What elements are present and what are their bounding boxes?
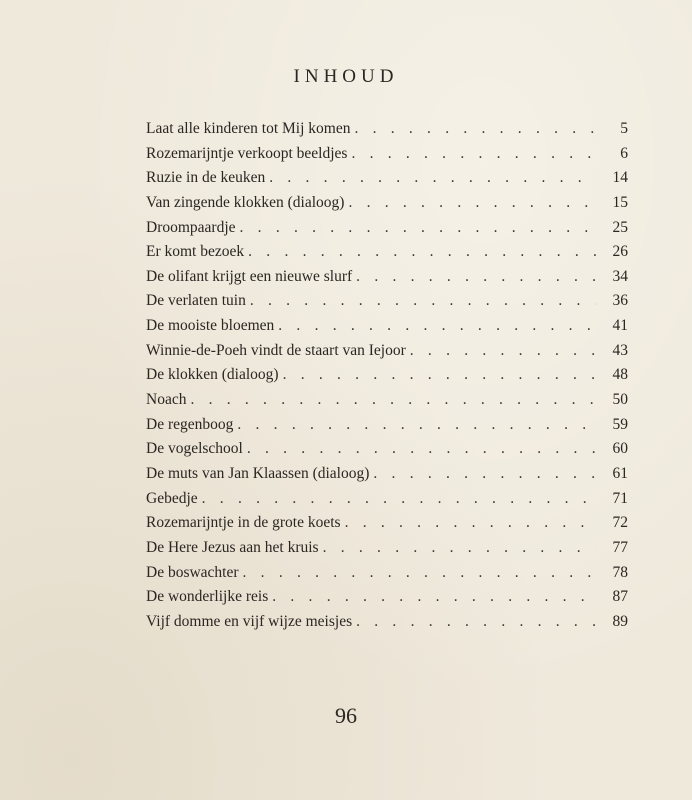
toc-entry bbox=[146, 363, 628, 388]
toc-entry-title: Ruzie in de keuken bbox=[146, 169, 266, 187]
toc-entry-page: 87 bbox=[612, 588, 628, 606]
toc-entry-title: De wonderlijke reis bbox=[146, 588, 269, 606]
toc-entry-title: Gebedje bbox=[146, 489, 198, 507]
toc-entry bbox=[146, 339, 628, 364]
toc-entry-page: 71 bbox=[612, 489, 628, 507]
toc-entry-page: 34 bbox=[612, 267, 628, 285]
toc-entry-page: 78 bbox=[612, 563, 628, 581]
toc-entry-title: De mooiste bloemen bbox=[146, 317, 275, 335]
toc-entry bbox=[146, 191, 628, 216]
toc-entry-title: Laat alle kinderen tot Mij komen bbox=[146, 120, 351, 137]
table-of-contents bbox=[146, 117, 628, 634]
toc-entry-title: Droompaardje bbox=[146, 218, 236, 236]
toc-entry-title: De vogelschool bbox=[146, 440, 243, 458]
toc-entry bbox=[146, 216, 628, 241]
toc-entry-page: 48 bbox=[612, 366, 628, 384]
dot-leader bbox=[283, 363, 596, 388]
toc-entry-page: 25 bbox=[612, 218, 628, 236]
toc-entry-page: 6 bbox=[620, 144, 628, 162]
toc-entry-page: 14 bbox=[612, 169, 628, 187]
toc-entry bbox=[146, 487, 628, 512]
toc-entry-title: De Here Jezus aan het kruis bbox=[146, 538, 319, 556]
toc-entry bbox=[146, 142, 628, 167]
page-number: 96 bbox=[335, 703, 357, 728]
toc-entry-title: Rozemarijntje in de grote koets bbox=[146, 514, 341, 532]
dot-leader bbox=[351, 142, 596, 167]
toc-entry bbox=[146, 265, 628, 290]
dot-leader bbox=[348, 191, 596, 216]
toc-entry bbox=[146, 413, 628, 438]
toc-entry-page: 61 bbox=[612, 464, 628, 482]
dot-leader bbox=[237, 413, 596, 438]
toc-entry bbox=[146, 610, 628, 635]
dot-leader bbox=[345, 511, 596, 536]
toc-entry-page: 15 bbox=[612, 193, 628, 211]
toc-entry bbox=[146, 511, 628, 536]
toc-entry-page: 89 bbox=[612, 612, 628, 630]
toc-entry-page: 50 bbox=[612, 391, 628, 409]
dot-leader bbox=[202, 487, 596, 512]
dot-leader bbox=[323, 536, 596, 561]
toc-entry-title: De olifant krijgt een nieuwe slurf bbox=[146, 267, 353, 285]
dot-leader bbox=[248, 240, 596, 265]
toc-entry bbox=[146, 388, 628, 413]
dot-leader bbox=[410, 339, 596, 364]
toc-entry bbox=[146, 462, 628, 487]
toc-entry-title: Van zingende klokken (dialoog) bbox=[146, 193, 345, 211]
toc-entry bbox=[146, 585, 628, 610]
toc-entry-page: 41 bbox=[612, 317, 628, 335]
toc-entry-page: 26 bbox=[612, 243, 628, 261]
toc-entry bbox=[146, 437, 628, 462]
toc-entry-page: 77 bbox=[612, 538, 628, 556]
toc-entry bbox=[146, 166, 628, 191]
toc-entry-title: Er komt bezoek bbox=[146, 243, 245, 261]
toc-entry-title: Vijf domme en vijf wijze meisjes bbox=[146, 612, 353, 630]
dot-leader bbox=[356, 610, 596, 635]
page-title: INHOUD bbox=[293, 66, 399, 87]
toc-entry-title: De klokken (dialoog) bbox=[146, 366, 279, 384]
dot-leader bbox=[247, 437, 596, 462]
toc-entry bbox=[146, 289, 628, 314]
dot-leader bbox=[250, 289, 596, 314]
toc-entry-page: 60 bbox=[612, 440, 628, 458]
dot-leader bbox=[356, 265, 596, 290]
toc-entry-title: Rozemarijntje verkoopt beeldjes bbox=[146, 144, 348, 162]
toc-entry-title: De muts van Jan Klaassen (dialoog) bbox=[146, 464, 370, 482]
dot-leader bbox=[190, 388, 596, 413]
toc-entry-title: De regenboog bbox=[146, 415, 234, 433]
toc-entry-title: De verlaten tuin bbox=[146, 292, 246, 310]
toc-entry-page: 59 bbox=[612, 415, 628, 433]
toc-entry bbox=[146, 536, 628, 561]
dot-leader bbox=[278, 314, 596, 339]
dot-leader bbox=[354, 117, 596, 142]
toc-entry-title: De boswachter bbox=[146, 563, 239, 581]
toc-entry-page: 36 bbox=[612, 292, 628, 310]
toc-entry-page: 43 bbox=[612, 341, 628, 359]
dot-leader bbox=[240, 216, 596, 241]
toc-entry-page: 72 bbox=[612, 514, 628, 532]
toc-entry-title: Noach bbox=[146, 391, 187, 409]
dot-leader bbox=[243, 561, 596, 586]
toc-entry bbox=[146, 561, 628, 586]
toc-entry bbox=[146, 117, 628, 142]
dot-leader bbox=[272, 585, 596, 610]
toc-entry bbox=[146, 240, 628, 265]
toc-entry-page: 5 bbox=[620, 120, 628, 137]
dot-leader bbox=[269, 166, 596, 191]
dot-leader bbox=[373, 462, 596, 487]
toc-entry-title: Winnie-de-Poeh vindt de staart van Iejoor bbox=[146, 341, 406, 359]
toc-entry bbox=[146, 314, 628, 339]
